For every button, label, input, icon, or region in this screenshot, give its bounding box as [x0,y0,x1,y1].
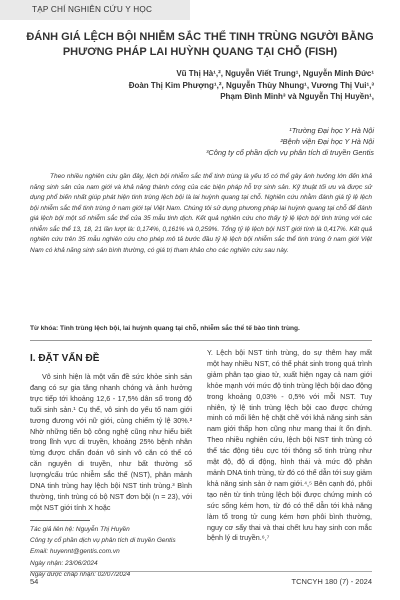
abstract: Theo nhiều nghiên cứu gần đây, lệch bội nhiễm sắc thể tinh trùng là yếu tố có thể gây ảnh hưởng lớn đến khả năng sinh sản của nam giới và khả năng thành công của các biện pháp hỗ trợ sinh sản. Kỹ thuật tối ưu và được sử dụng phổ biến nhất giúp phát hiện tinh trùng lệch bội là lai huỳnh quang tại chỗ. Nghiên cứu nhằm đánh giá tỷ lệ lệch bội nhiễm sắc thể tinh trùng ở nam giới tại Việt Nam. Chúng tôi sử dụng phương pháp lai huỳnh quang tại chỗ để đánh giá lệch bội một số nhiễm sắc thể của 35 mẫu tinh dịch. Kết quả nghiên cứu cho thấy tỷ lệ lệch bội tinh trùng với các nhiễm sắc thể 13, 18, 21 lần lượt là: 0,174%, 0,161% và 0,259%. Tổng tỷ lệ lệch bội NST giới tính là 0,417%. Kết quả nghiên cứu trên 35 mẫu nghiên cứu cho phép mô tả bước đầu tỷ lệ lệch bội nhiễm sắc thể tinh trùng ở nam giới Việt Nam có khả năng sinh sản bình thường, có giá trị tham khảo cho các nghiên cứu sau này. [30,173,372,254]
footer-divider [30,571,372,572]
footnote-email: Email: huyennt@gentis.com.vn [30,548,120,556]
author-list [129,68,374,103]
body-column-left: Vô sinh hiện là một vấn đề sức khỏe sinh sản đang có sự gia tăng nhanh chóng và ảnh hưởng trực tiếp tới khoảng 12,6 - 17,5% dân số trong độ tuổi sinh sản.¹ Cụ thể, vô sinh do yếu tố nam giới tương đương với nữ giới, cùng chiếm tỷ lệ 30%.² Nhờ những tiến bộ công nghệ cũng như hiểu biết trong lĩnh vực di truyền, khoảng 25% bệnh nhân từng được chẩn đoán vô sinh vô căn có thể có căn nguyên di truyền, như bất thường số lượng/cấu trúc nhiễm sắc thể (NST), phân mảnh DNA tinh trùng hay lệch bội NST tinh trùng.³ Bình thường, tinh trùng có bộ NST đơn bội (n = 23), với một NST giới tính X hoặc [30,372,192,512]
author-line: Phạm Đình Minh³ và Nguyễn Thị Huyền¹, [220,92,374,102]
footnote-divider [30,520,90,521]
footnote-line: Ngày được chấp nhận: 02/07/2024 [30,570,131,578]
affiliation-line: ³Công ty cổ phần dịch vụ phân tích di truyền Gentis [205,147,374,157]
author-line: Vũ Thị Hà¹,², Nguyễn Viết Trung¹, Nguyễn Minh Đức¹ [176,69,374,78]
issue-info: TCNCYH 180 (7) - 2024 [291,577,372,586]
page-number: 54 [30,577,39,586]
footnote-line: Công ty cổ phần dịch vụ phân tích di truyền Gentis [30,537,176,545]
affiliation-line: ¹Trường Đại học Y Hà Nội [289,126,374,135]
journal-header-bar [0,0,190,20]
body-column-right: Y. Lệch bội NST tinh trùng, do sự thêm hay mất một hay nhiều NST, có thể phát sinh trong quá trình giảm phân tạo giao tử, xuất hiện ngay cả nam giới khỏe mạnh với mức độ tinh trùng lệch bội dao động trong khoảng 0,03% - 0,5% với mỗi NST. Tuy nhiên, tỷ lệ tinh trùng lệch bội cao được chứng minh có mối liên hệ chặt chẽ với khả năng sinh sản nam giới thấp hơn cũng như mang thai ít ổn định. Theo nhiều nghiên cứu, lệch bội NST tinh trùng có thể tác động tiêu cực tới thông số tinh trùng như mật độ, độ di động, hình thái và mức độ phân mảnh DNA tinh trùng, từ đó có thể dẫn tới suy giảm khả năng sinh sản ở nam giới.⁴,⁵ Bên cạnh đó, phôi tạo nên từ tinh trùng lệch bội được chứng minh có sức sống kém hơn, từ đó có thể dẫn tới khả năng làm tổ trong tử cung kém hơn phôi bình thường, nguy cơ sẩy thai và thai chết lưu hay sinh con mắc bệnh lý di truyền.⁶,⁷ [207,348,372,543]
footnote-line: Ngày nhận: 23/06/2024 [30,559,98,567]
keywords: Từ khóa: Tinh trùng lệch bội, lai huỳnh quang tại chỗ, nhiễm sắc thể tế bào tinh trùng. [30,325,300,332]
section-heading: I. ĐẶT VẤN ĐỀ [30,353,100,364]
footnote-line: Tác giả liên hệ: Nguyễn Thị Huyền [30,526,130,533]
journal-name: TẠP CHÍ NGHIÊN CỨU Y HỌC [32,5,153,14]
affiliation-list [206,126,374,158]
affiliation-line: ²Bệnh viện Đại học Y Hà Nội [280,136,374,146]
section-divider [30,340,372,341]
author-line: Đoàn Thị Kim Phượng¹,², Nguyễn Thùy Nhung¹, Vương Thị Vui¹,³ [128,80,374,90]
article-title: ĐÁNH GIÁ LỆCH BỘI NHIỄM SẮC THỂ TINH TRÙNG NGƯỜI BẰNG PHƯƠNG PHÁP LAI HUỲNH QUANG TẠI CHỖ (FISH) [26,31,374,58]
